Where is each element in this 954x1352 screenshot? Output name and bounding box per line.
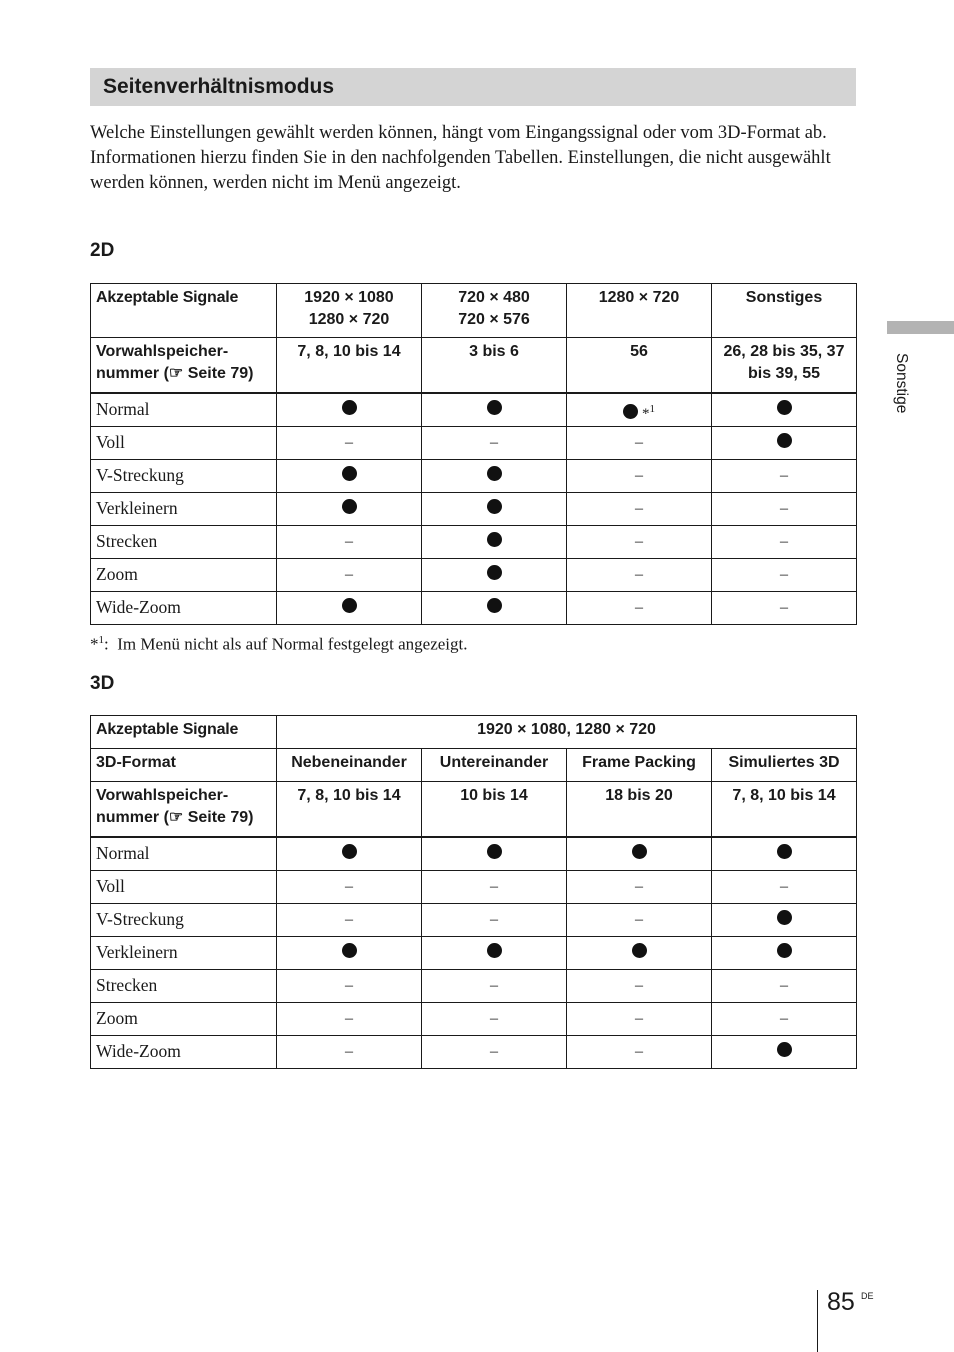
unavailable-dash-cell [277, 525, 422, 558]
dash-mark: – [635, 976, 643, 994]
table-row [91, 936, 857, 969]
table-row [91, 591, 857, 624]
unavailable-dash-cell [567, 426, 712, 459]
preset-cell: 26, 28 bis 35, 37 bis 39, 55 [712, 338, 857, 393]
unavailable-dash-cell [567, 558, 712, 591]
dash-mark: – [490, 976, 498, 994]
available-dot-cell [567, 936, 712, 969]
row-label: Normal [91, 393, 277, 427]
available-dot-icon [777, 910, 792, 925]
table-row [91, 870, 857, 903]
unavailable-dash-cell [422, 969, 567, 1002]
available-dot-cell [422, 393, 567, 427]
table-3d-format-row [91, 749, 857, 782]
dash-mark: – [345, 976, 353, 994]
preset-label-cell: Vorwahlspeicher- nummer (☞ Seite 79) [91, 782, 277, 837]
table-row [91, 525, 857, 558]
available-dot-cell [567, 393, 712, 427]
unavailable-dash-cell [567, 870, 712, 903]
unavailable-dash-cell [567, 459, 712, 492]
available-dot-icon [777, 844, 792, 859]
table-2d-preset-row [91, 338, 857, 393]
signals-value-cell: 1920 × 1080, 1280 × 720 [277, 716, 857, 749]
available-dot-cell [422, 591, 567, 624]
preset-cell: 10 bis 14 [422, 782, 567, 837]
preset-cell: 7, 8, 10 bis 14 [277, 782, 422, 837]
available-dot-icon [777, 943, 792, 958]
dash-mark: – [635, 877, 643, 895]
table-3d-signals-row [91, 716, 857, 749]
available-dot-cell [422, 459, 567, 492]
row-label: V-Streckung [91, 903, 277, 936]
signal-cell: 720 × 480 720 × 576 [422, 284, 567, 338]
available-dot-cell [422, 558, 567, 591]
available-dot-cell [277, 492, 422, 525]
available-dot-cell [567, 837, 712, 871]
available-dot-cell [712, 393, 857, 427]
available-dot-icon [342, 400, 357, 415]
unavailable-dash-cell [422, 1035, 567, 1068]
available-dot-cell [712, 1035, 857, 1068]
unavailable-dash-cell [567, 1035, 712, 1068]
dash-mark: – [490, 1042, 498, 1060]
available-dot-icon [487, 565, 502, 580]
available-dot-cell [277, 936, 422, 969]
table-3d-preset-row [91, 782, 857, 837]
heading-3d: 3D [90, 673, 115, 694]
intro-paragraph-2: Informationen hierzu finden Sie in den nachfolgenden Tabellen. Einstellungen, die nicht ausgewählt werden können, werden nicht im Menü angezeigt. [90, 148, 831, 193]
side-tab-label: Sonstige [893, 353, 910, 414]
dash-mark: – [780, 466, 788, 484]
table-row [91, 969, 857, 1002]
available-dot-cell [712, 837, 857, 871]
dash-mark: – [345, 565, 353, 583]
unavailable-dash-cell [567, 492, 712, 525]
available-dot-cell [422, 492, 567, 525]
available-dot-icon [487, 532, 502, 547]
unavailable-dash-cell [712, 591, 857, 624]
dash-mark: – [635, 598, 643, 616]
available-dot-icon [487, 499, 502, 514]
unavailable-dash-cell [277, 870, 422, 903]
row-label: Wide-Zoom [91, 1035, 277, 1068]
row-label: V-Streckung [91, 459, 277, 492]
dash-mark: – [780, 877, 789, 895]
available-dot-cell [422, 936, 567, 969]
row-label: Strecken [91, 969, 277, 1002]
dash-mark: – [635, 532, 643, 550]
available-dot-icon [342, 598, 357, 613]
available-dot-cell [277, 393, 422, 427]
dash-mark: – [490, 433, 498, 451]
available-dot-cell [712, 426, 857, 459]
row-label: Strecken [91, 525, 277, 558]
dash-mark: – [345, 877, 353, 895]
available-dot-icon [487, 598, 502, 613]
dash-mark: – [635, 910, 643, 928]
available-dot-cell [277, 459, 422, 492]
dash-mark: – [780, 1009, 789, 1027]
available-dot-cell [277, 837, 422, 871]
dash-mark: – [780, 532, 788, 550]
unavailable-dash-cell [567, 525, 712, 558]
preset-cell: 56 [567, 338, 712, 393]
available-dot-icon [342, 466, 357, 481]
table-3d-body [91, 837, 857, 1069]
unavailable-dash-cell [277, 426, 422, 459]
dash-mark: – [780, 499, 788, 517]
dash-mark: – [635, 433, 643, 451]
signals-label-cell: Akzeptable Signale [91, 716, 277, 749]
available-dot-icon [487, 943, 502, 958]
dash-mark: – [635, 1009, 643, 1027]
available-dot-icon [487, 466, 502, 481]
available-dot-cell [712, 903, 857, 936]
preset-cell: 7, 8, 10 bis 14 [712, 782, 857, 837]
row-label: Voll [91, 870, 277, 903]
format-cell: Frame Packing [567, 749, 712, 782]
available-dot-icon [632, 844, 647, 859]
unavailable-dash-cell [277, 903, 422, 936]
unavailable-dash-cell [567, 903, 712, 936]
dash-mark: – [345, 1042, 353, 1060]
dash-mark: – [345, 433, 353, 451]
page-number-rule [817, 1290, 818, 1352]
signal-cell: 1280 × 720 [567, 284, 712, 338]
section-title-bar [90, 68, 856, 106]
unavailable-dash-cell [422, 1002, 567, 1035]
available-dot-icon [342, 844, 357, 859]
dash-mark: – [635, 1042, 643, 1060]
available-dot-cell [277, 591, 422, 624]
dash-mark: – [635, 466, 643, 484]
dash-mark: – [490, 1009, 498, 1027]
dash-mark: – [780, 976, 789, 994]
unavailable-dash-cell [567, 969, 712, 1002]
unavailable-dash-cell [712, 492, 857, 525]
signals-label-cell: Akzeptable Signale [91, 284, 277, 338]
dash-mark: – [780, 565, 788, 583]
available-dot-icon [487, 844, 502, 859]
page-language: DE [861, 1291, 874, 1301]
unavailable-dash-cell [277, 969, 422, 1002]
available-dot-cell [422, 525, 567, 558]
table-row [91, 492, 857, 525]
table-row [91, 558, 857, 591]
table-row [91, 1002, 857, 1035]
row-label: Verkleinern [91, 936, 277, 969]
dash-mark: – [490, 877, 498, 895]
format-label-cell: 3D-Format [91, 749, 277, 782]
unavailable-dash-cell [277, 1035, 422, 1068]
available-dot-icon [777, 433, 792, 448]
dash-mark: – [345, 910, 353, 928]
table-2d-body [91, 393, 857, 625]
row-label: Zoom [91, 1002, 277, 1035]
table-3d [90, 715, 857, 1069]
table-row [91, 426, 857, 459]
unavailable-dash-cell [712, 558, 857, 591]
signal-cell: Sonstiges [712, 284, 857, 338]
row-label: Voll [91, 426, 277, 459]
page-number: 85 [827, 1288, 855, 1316]
intro-paragraph-1: Welche Einstellungen gewählt werden können, hängt vom Eingangssignal oder vom 3D-Format ab. [90, 123, 827, 143]
footnote-reference: *$^1$ [642, 402, 655, 422]
available-dot-icon [487, 400, 502, 415]
side-tab-marker [887, 321, 954, 334]
available-dot-cell [712, 936, 857, 969]
unavailable-dash-cell [277, 1002, 422, 1035]
available-dot-icon [777, 1042, 792, 1057]
unavailable-dash-cell [567, 1002, 712, 1035]
unavailable-dash-cell [567, 591, 712, 624]
dash-mark: – [780, 598, 788, 616]
unavailable-dash-cell [712, 870, 857, 903]
table-row [91, 1035, 857, 1068]
preset-label-cell: Vorwahlspeicher- nummer (☞ Seite 79) [91, 338, 277, 393]
available-dot-icon [777, 400, 792, 415]
format-cell: Untereinander [422, 749, 567, 782]
row-label: Wide-Zoom [91, 591, 277, 624]
unavailable-dash-cell [712, 525, 857, 558]
table-2d-signals-row [91, 284, 857, 338]
available-dot-icon [342, 499, 357, 514]
dash-mark: – [490, 910, 498, 928]
row-label: Zoom [91, 558, 277, 591]
preset-cell: 7, 8, 10 bis 14 [277, 338, 422, 393]
unavailable-dash-cell [712, 459, 857, 492]
unavailable-dash-cell [712, 969, 857, 1002]
table-row [91, 837, 857, 871]
unavailable-dash-cell [712, 1002, 857, 1035]
available-dot-icon [632, 943, 647, 958]
intro-text [90, 121, 860, 196]
heading-2d: 2D [90, 240, 115, 261]
unavailable-dash-cell [422, 870, 567, 903]
format-cell: Nebeneinander [277, 749, 422, 782]
available-dot-icon [342, 943, 357, 958]
preset-cell: 18 bis 20 [567, 782, 712, 837]
table-row [91, 393, 857, 427]
row-label: Verkleinern [91, 492, 277, 525]
unavailable-dash-cell [422, 426, 567, 459]
dash-mark: – [635, 565, 643, 583]
dash-mark: – [345, 1009, 353, 1027]
available-dot-icon [623, 404, 638, 419]
available-dot-cell [422, 837, 567, 871]
preset-cell: 3 bis 6 [422, 338, 567, 393]
row-label: Normal [91, 837, 277, 871]
footnote: *$^1$: Im Menü nicht als auf Normal festgelegt angezeigt. [90, 634, 468, 654]
table-row [91, 459, 857, 492]
format-cell: Simuliertes 3D [712, 749, 857, 782]
footnote-text: Im Menü nicht als auf Normal festgelegt angezeigt. [117, 634, 468, 654]
unavailable-dash-cell [277, 558, 422, 591]
signal-cell: 1920 × 1080 1280 × 720 [277, 284, 422, 338]
dash-mark: – [635, 499, 643, 517]
unavailable-dash-cell [422, 903, 567, 936]
table-2d [90, 283, 857, 625]
section-title: Seitenverhältnismodus [103, 75, 335, 98]
table-row [91, 903, 857, 936]
dash-mark: – [345, 532, 353, 550]
